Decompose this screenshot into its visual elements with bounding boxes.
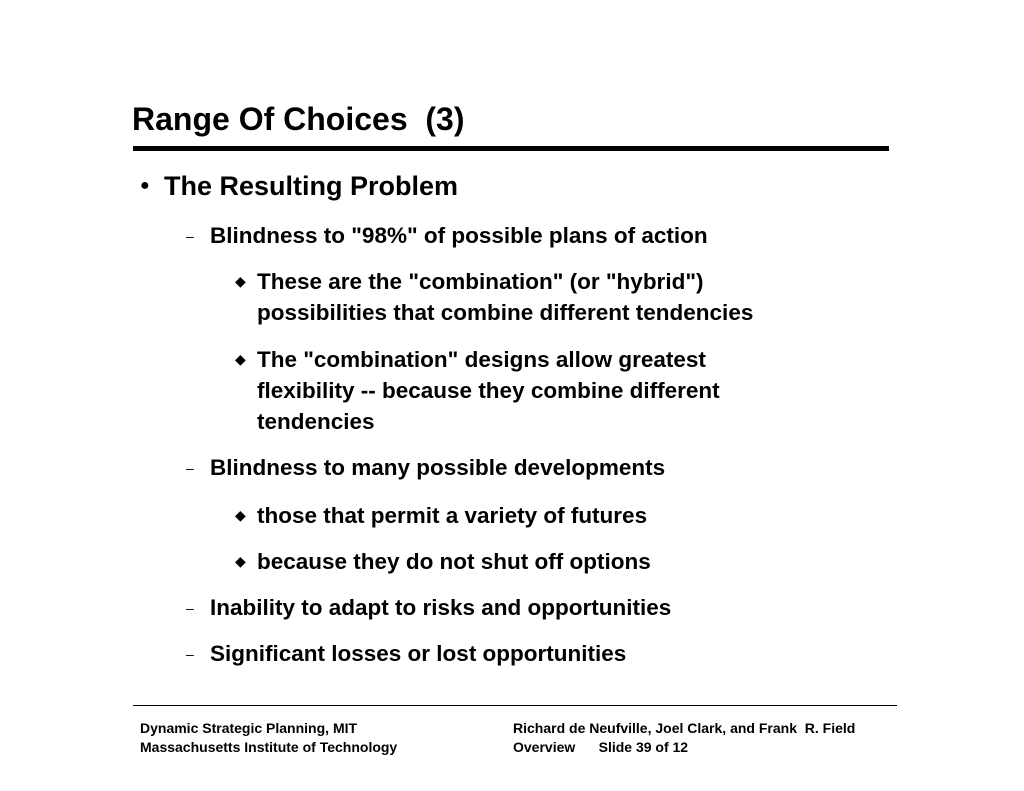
slide-title: Range Of Choices (3) (132, 101, 465, 137)
footer-divider (133, 705, 897, 706)
bullet-level2-text: Inability to adapt to risks and opportunities (210, 595, 672, 620)
bullet-level2-text: Blindness to many possible developments (210, 455, 666, 480)
text-line: because they do not shut off options (257, 549, 651, 574)
dash-bullet-icon: – (186, 460, 194, 476)
dash-bullet-icon: – (186, 228, 194, 244)
bullet-level3-text (257, 546, 877, 577)
footer-left-line2: Massachusetts Institute of Technology (140, 739, 398, 755)
footer-left-line1: Dynamic Strategic Planning, MIT (140, 720, 358, 736)
dash-bullet-icon: – (186, 600, 194, 616)
footer-right-line1: Richard de Neufville, Joel Clark, and Frank R. Field (513, 720, 856, 736)
bullet-level3-text (257, 344, 877, 437)
diamond-bullet-icon: ◆ (235, 351, 246, 367)
diamond-bullet-icon: ◆ (235, 507, 246, 523)
text-line: flexibility -- because they combine different (257, 378, 720, 403)
diamond-bullet-icon: ◆ (235, 553, 246, 569)
footer-right-line2: Overview Slide 39 of 12 (513, 739, 689, 755)
dash-bullet-icon: – (186, 646, 194, 662)
bullet-level1-text: The Resulting Problem (164, 171, 459, 201)
text-line: These are the "combination" (or "hybrid") (257, 269, 704, 294)
title-underline (133, 146, 889, 151)
text-line: The "combination" designs allow greatest (257, 347, 706, 372)
round-bullet-icon: ● (140, 177, 150, 194)
text-line: tendencies (257, 409, 375, 434)
bullet-level3-text (257, 266, 877, 328)
bullet-level3-text (257, 500, 877, 531)
diamond-bullet-icon: ◆ (235, 273, 246, 289)
bullet-level2-text: Significant losses or lost opportunities (210, 641, 627, 666)
bullet-level2-text: Blindness to "98%" of possible plans of action (210, 223, 708, 248)
text-line: possibilities that combine different tendencies (257, 300, 754, 325)
text-line: those that permit a variety of futures (257, 503, 648, 528)
